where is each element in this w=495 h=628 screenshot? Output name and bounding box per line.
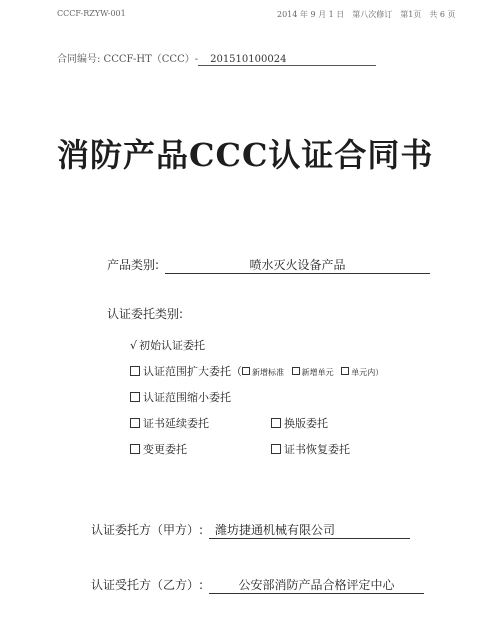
document-title: 消防产品CCC认证合同书 bbox=[57, 136, 434, 174]
option-change-label: 变更委托 bbox=[143, 443, 187, 456]
contract-number-label: 合同编号: CCCF-HT（CCC）- bbox=[57, 54, 199, 65]
option-reissue bbox=[271, 415, 328, 431]
party-a-label: 认证委托方（甲方）: bbox=[91, 523, 204, 537]
checkbox-icon bbox=[130, 418, 140, 428]
checkbox-icon bbox=[271, 418, 281, 428]
option-expand-label: 认证范围扩大委托（ bbox=[143, 365, 242, 378]
option-extend bbox=[130, 415, 209, 431]
option-restore bbox=[271, 441, 350, 457]
party-a-row bbox=[91, 521, 410, 539]
option-initial-label: 初始认证委托 bbox=[139, 339, 206, 352]
checkbox-icon bbox=[130, 392, 140, 402]
option-reduce-label: 认证范围缩小委托 bbox=[143, 391, 231, 404]
checkbox-icon bbox=[341, 367, 349, 375]
entrust-type-label: 认证委托类别: bbox=[107, 307, 184, 321]
party-b-value: 公安部消防产品合格评定中心 bbox=[209, 576, 424, 594]
contract-number-line bbox=[57, 50, 376, 66]
product-category-row bbox=[107, 256, 430, 274]
header-doc-code: CCCF-RZYW-001 bbox=[57, 9, 126, 18]
option-initial bbox=[130, 337, 205, 353]
option-extend-label: 证书延续委托 bbox=[143, 417, 209, 430]
party-a-value: 潍坊捷通机械有限公司 bbox=[209, 521, 410, 539]
option-expand-sub-options bbox=[242, 368, 383, 377]
checkbox-icon bbox=[242, 367, 250, 375]
option-restore-label: 证书恢复委托 bbox=[284, 443, 350, 456]
sub-option-within-unit: 单元内） bbox=[351, 368, 384, 377]
checkbox-icon bbox=[292, 367, 300, 375]
contract-number-value: 201510100024 bbox=[198, 54, 376, 66]
option-reissue-label: 换版委托 bbox=[284, 417, 328, 430]
checkbox-icon bbox=[130, 444, 140, 454]
option-change bbox=[130, 441, 187, 457]
sub-option-new-unit: 新增单元 bbox=[301, 368, 334, 377]
party-b-label: 认证受托方（乙方）: bbox=[91, 578, 204, 592]
check-mark-icon: √ bbox=[130, 339, 138, 352]
product-category-label: 产品类别: bbox=[107, 258, 160, 272]
product-category-value: 喷水灭火设备产品 bbox=[165, 256, 430, 274]
header-revision-info: 2014 年 9 月 1 日 第八次修订 第1页 共 6 页 bbox=[277, 10, 456, 19]
party-b-row bbox=[91, 576, 424, 594]
sub-option-new-standard: 新增标准 bbox=[252, 368, 284, 377]
checkbox-icon bbox=[130, 366, 140, 376]
option-reduce bbox=[130, 389, 231, 405]
checkbox-icon bbox=[271, 444, 281, 454]
option-expand bbox=[130, 363, 383, 379]
